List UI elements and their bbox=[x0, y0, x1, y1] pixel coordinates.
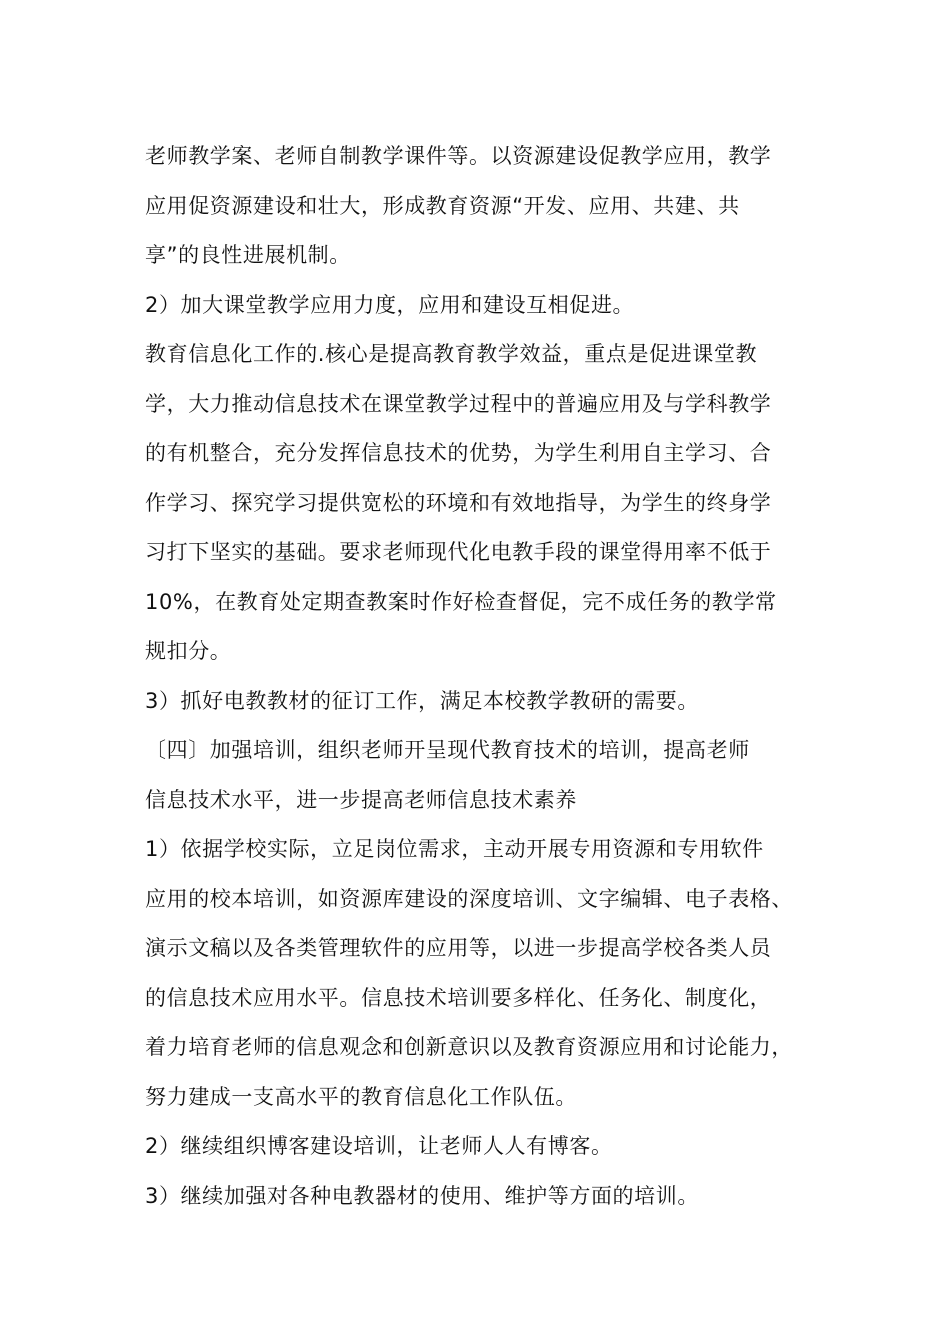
text-line: 的信息技术应用水平。信息技术培训要多样化、任务化、制度化， bbox=[145, 985, 772, 1010]
text-line: 2）继续组织博客建设培训，让老师人人有博客。 bbox=[145, 1134, 613, 1158]
text-line: 应用的校本培训，如资源库建设的深度培训、文字编辑、电子表格、 bbox=[145, 886, 793, 911]
text-line: 应用促资源建设和壮大，形成教育资源“开发、应用、共建、共 bbox=[145, 193, 740, 218]
text-line: 的有机整合，充分发挥信息技术的优势，为学生利用自主学习、合 bbox=[145, 441, 772, 465]
text-line: 信息技术水平，进一步提高老师信息技术素养 bbox=[145, 787, 577, 812]
paragraph-item-2-blog-training bbox=[145, 1122, 825, 1172]
paragraph-section-4-training bbox=[145, 726, 825, 825]
paragraph-informatization-core bbox=[145, 330, 825, 677]
text-line: 作学习、探究学习提供宽松的环境和有效地指导，为学生的终身学 bbox=[145, 490, 772, 515]
text-line: 老师教学案、老师自制教学课件等。以资源建设促教学应用，教学 bbox=[145, 144, 772, 168]
text-line: 3）继续加强对各种电教器材的使用、维护等方面的培训。 bbox=[145, 1183, 699, 1208]
text-line: 享”的良性进展机制。 bbox=[145, 243, 351, 267]
text-line: 〔四〕加强培训，组织老师开呈现代教育技术的培训，提高老师 bbox=[145, 738, 750, 762]
paragraph-item-3-equipment-training bbox=[145, 1172, 825, 1222]
text-line: 着力培育老师的信息观念和创新意识以及教育资源应用和讨论能力， bbox=[145, 1035, 793, 1059]
paragraph-resource-sharing bbox=[145, 132, 825, 281]
text-line: 演示文稿以及各类管理软件的应用等，以进一步提高学校各类人员 bbox=[145, 936, 772, 960]
paragraph-item-3-textbook-ordering bbox=[145, 677, 825, 727]
text-line: 学，大力推动信息技术在课堂教学过程中的普遍应用及与学科教学 bbox=[145, 391, 772, 416]
document-body bbox=[145, 132, 825, 1221]
text-line: 1）依据学校实际，立足岗位需求，主动开展专用资源和专用软件 bbox=[145, 837, 764, 861]
text-line: 教育信息化工作的.核心是提高教育教学效益，重点是促进课堂教 bbox=[145, 342, 758, 366]
paragraph-item-2-classroom-application bbox=[145, 281, 825, 331]
text-line: 3）抓好电教教材的征订工作，满足本校教学教研的需要。 bbox=[145, 688, 699, 713]
text-line: 10%，在教育处定期查教案时作好检查督促，完不成任务的教学常 bbox=[145, 589, 777, 614]
text-line: 努力建成一支高水平的教育信息化工作队伍。 bbox=[145, 1084, 577, 1109]
text-line: 2）加大课堂教学应用力度，应用和建设互相促进。 bbox=[145, 292, 635, 317]
paragraph-item-1-school-training bbox=[145, 825, 825, 1122]
text-line: 规扣分。 bbox=[145, 639, 232, 663]
text-line: 习打下坚实的基础。要求老师现代化电教手段的课堂得用率不低于 bbox=[145, 540, 772, 564]
